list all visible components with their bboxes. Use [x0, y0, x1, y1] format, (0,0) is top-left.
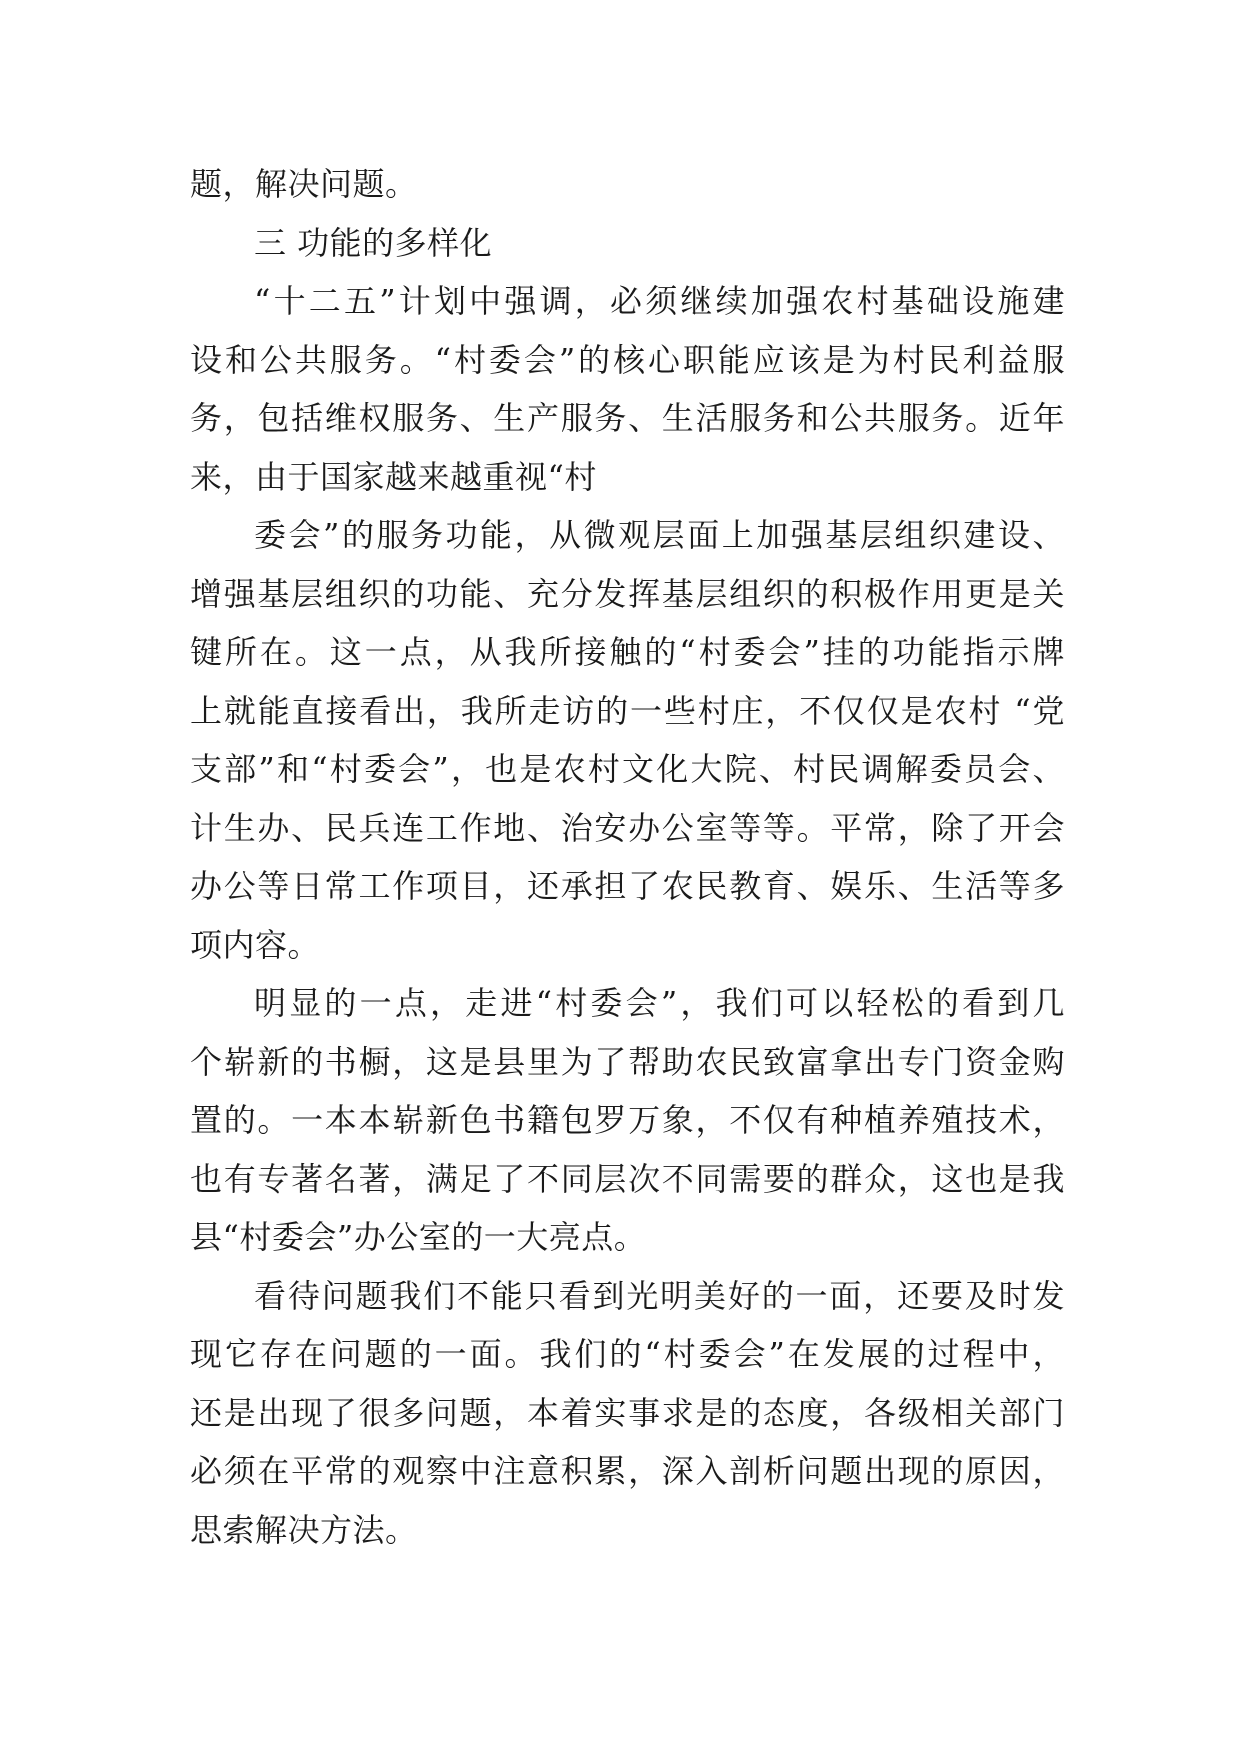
text-line: 务，包括维权服务、生产服务、生活服务和公共服务。近年 — [190, 399, 1065, 437]
text-line: 还是出现了很多问题，本着实事求是的态度，各级相关部门 — [190, 1393, 1065, 1432]
text-line: 看待问题我们不能只看到光明美好的一面，还要及时发 — [254, 1276, 1065, 1315]
text-line: 也有专著名著，满足了不同层次不同需要的群众，这也是我 — [190, 1159, 1065, 1198]
body-text — [190, 155, 1065, 1559]
text-line: “十二五”计划中强调，必须继续加强农村基础设施建 — [254, 282, 1065, 320]
section-heading: 三 功能的多样化 — [254, 223, 493, 262]
text-line: 支部”和“村委会”，也是农村文化大院、村民调解委员会、 — [190, 750, 1065, 788]
text-line: 个崭新的书橱，这是县里为了帮助农民致富拿出专门资金购 — [190, 1042, 1065, 1081]
text-line: 委会”的服务功能，从微观层面上加强基层组织建设、 — [254, 516, 1065, 554]
text-line: 必须在平常的观察中注意积累，深入剖析问题出现的原因， — [190, 1452, 1065, 1490]
text-line: 置的。一本本崭新色书籍包罗万象，不仅有种植养殖技术， — [190, 1101, 1065, 1139]
text-line: 明显的一点，走进“村委会”，我们可以轻松的看到几 — [254, 984, 1065, 1022]
text-line: 计生办、民兵连工作地、治安办公室等等。平常，除了开会 — [190, 808, 1065, 847]
text-line: 现它存在问题的一面。我们的“村委会”在发展的过程中， — [190, 1335, 1065, 1373]
text-line: 题，解决问题。 — [190, 165, 418, 203]
text-line: 键所在。这一点，从我所接触的“村委会”挂的功能指示牌 — [190, 633, 1065, 671]
text-line: 上就能直接看出，我所走访的一些村庄，不仅仅是农村 “党 — [190, 691, 1065, 730]
text-line: 办公等日常工作项目，还承担了农民教育、娱乐、生活等多 — [190, 867, 1065, 905]
text-line: 增强基层组织的功能、充分发挥基层组织的积极作用更是关 — [190, 574, 1065, 613]
text-line: 来，由于国家越来越重视“村 — [190, 457, 597, 496]
text-line: 项内容。 — [190, 925, 321, 964]
text-line: 思索解决方法。 — [190, 1510, 418, 1549]
text-line: 县“村委会”办公室的一大亮点。 — [190, 1218, 647, 1256]
text-line: 设和公共服务。“村委会”的核心职能应该是为村民利益服 — [190, 340, 1065, 379]
